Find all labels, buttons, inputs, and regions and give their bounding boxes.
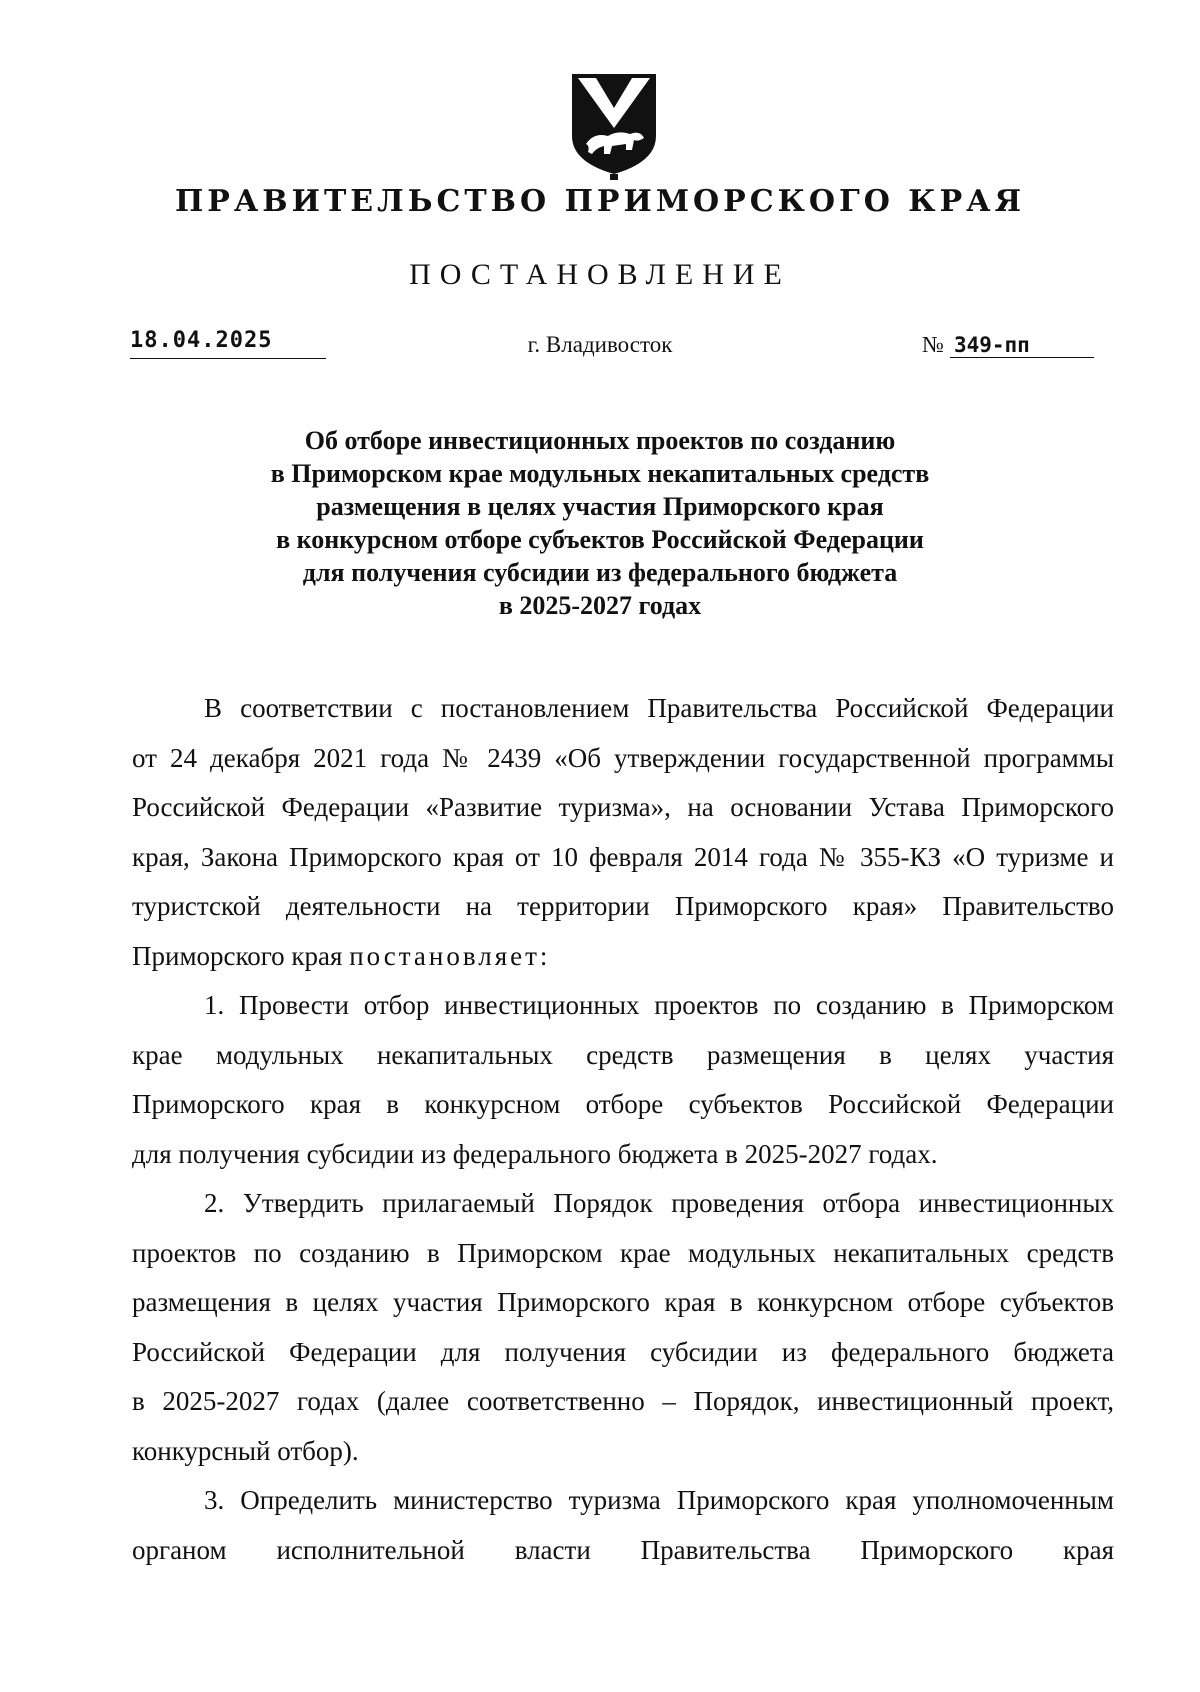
subject-line: Об отборе инвестиционных проектов по созданию bbox=[304, 426, 896, 455]
text-line: 2. Утвердить прилагаемый Порядок проведения отбора инвестиционных bbox=[204, 1188, 1114, 1218]
coat-of-arms-icon bbox=[566, 70, 662, 182]
text-line bbox=[132, 932, 1114, 982]
text-line: 3. Определить министерство туризма Приморского края уполномоченным bbox=[204, 1485, 1114, 1515]
preamble-last-line: Приморского края bbox=[132, 940, 350, 971]
subject-line: в конкурсном отборе субъектов Российской Федерации bbox=[276, 525, 924, 554]
document-number-field bbox=[922, 332, 1102, 358]
number-sign: № bbox=[922, 332, 944, 357]
item-2 bbox=[132, 1179, 1114, 1476]
document-date: 18.04.2025 bbox=[130, 328, 326, 359]
text-line: в 2025-2027 годах (далее соответственно – Порядок, инвестиционный проект, bbox=[132, 1386, 1114, 1416]
text-line: проектов по созданию в Приморском крае модульных некапитальных средств bbox=[132, 1237, 1114, 1268]
document-number: 349-пп bbox=[950, 333, 1094, 358]
text-line: края, Закона Приморского края от 10 февраля 2014 года № 355-КЗ «О туризме и bbox=[132, 841, 1114, 872]
subject-line: в 2025-2027 годах bbox=[498, 591, 702, 620]
document-city: г. Владивосток bbox=[527, 332, 673, 357]
subject-line: в Приморском крае модульных некапитальных средств bbox=[270, 459, 930, 488]
text-line: Российской Федерации для получения субсидии из федерального бюджета bbox=[132, 1336, 1114, 1367]
text-line: Приморского края в конкурсном отборе субъектов Российской Федерации bbox=[132, 1089, 1114, 1119]
document-subject bbox=[200, 424, 1000, 622]
item-3 bbox=[132, 1476, 1114, 1575]
text-line: туристской деятельности на территории Приморского края» Правительство bbox=[132, 891, 1114, 921]
text-line: конкурсный отбор). bbox=[132, 1435, 359, 1466]
subject-line: размещения в целях участия Приморского края bbox=[316, 492, 884, 521]
subject-line: для получения субсидии из федерального бюджета bbox=[302, 558, 898, 587]
document-body bbox=[132, 684, 1114, 1575]
text-line: Российской Федерации «Развитие туризма», на основании Устава Приморского bbox=[132, 792, 1114, 822]
government-title: ПРАВИТЕЛЬСТВО ПРИМОРСКОГО КРАЯ bbox=[174, 184, 1026, 219]
resolves-word: постановляет: bbox=[349, 940, 551, 971]
preamble bbox=[132, 684, 1114, 981]
text-line: крае модульных некапитальных средств размещения в целях участия bbox=[132, 1039, 1114, 1070]
item-1 bbox=[132, 981, 1114, 1179]
document-type: ПОСТАНОВЛЕНИЕ bbox=[409, 258, 791, 291]
text-line: В соответствии с постановлением Правительства Российской Федерации bbox=[204, 693, 1114, 723]
text-line: органом исполнительной власти Правительства Приморского края bbox=[132, 1534, 1114, 1565]
text-line: размещения в целях участия Приморского края в конкурсном отборе субъектов bbox=[132, 1287, 1114, 1317]
text-line: от 24 декабря 2021 года № 2439 «Об утверждении государственной программы bbox=[132, 742, 1114, 773]
text-line: для получения субсидии из федерального бюджета в 2025-2027 годах. bbox=[132, 1138, 938, 1169]
text-line: 1. Провести отбор инвестиционных проектов по созданию в Приморском bbox=[204, 990, 1114, 1020]
